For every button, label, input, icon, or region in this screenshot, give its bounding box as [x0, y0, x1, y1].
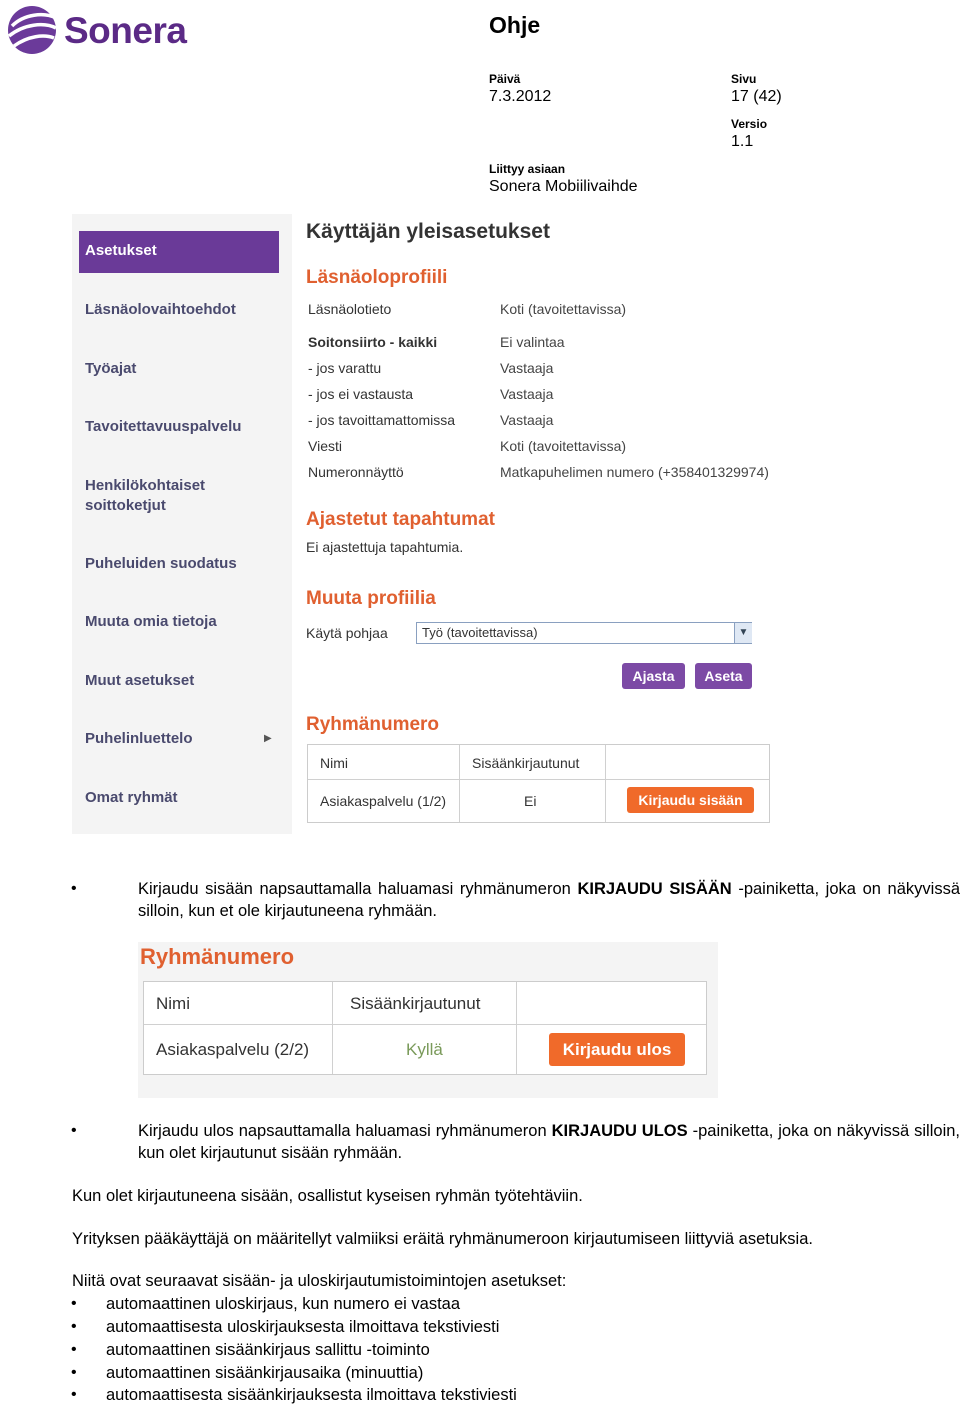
scheduled-events-title: Ajastetut tapahtumat — [306, 509, 495, 530]
column-header-logged-in: Sisäänkirjautunut — [350, 994, 481, 1013]
logout-button[interactable]: Kirjaudu ulos — [549, 1033, 685, 1066]
group-name-cell: Asiakaspalvelu (2/2) — [156, 1040, 310, 1059]
template-select[interactable]: Työ (tavoitettavissa) — [416, 622, 752, 644]
sidebar-item-call-filtering[interactable]: Puheluiden suodatus — [85, 555, 237, 572]
row-label: Läsnäolotieto — [308, 301, 392, 317]
row-value: Vastaaja — [500, 386, 554, 402]
version-label: Versio — [731, 117, 768, 131]
bullet-dot: • — [71, 1295, 77, 1312]
sidebar-item-edit-info[interactable]: Muuta omia tietoja — [85, 613, 217, 630]
page-title: Käyttäjän yleisasetukset — [306, 220, 550, 243]
paragraph: Niitä ovat seuraavat sisään- ja uloskirjautumistoimintojen asetukset: — [72, 1272, 567, 1290]
brand-name: Sonera — [64, 10, 187, 51]
page-label: Sivu — [731, 72, 757, 86]
column-header-name: Nimi — [156, 994, 190, 1013]
row-label: - jos varattu — [308, 360, 382, 376]
table-divider — [605, 745, 606, 822]
date-label: Päivä — [489, 72, 521, 86]
table-divider — [459, 745, 460, 822]
bullet-dot: • — [71, 880, 77, 897]
schedule-button[interactable]: Ajasta — [622, 663, 685, 689]
document-title: Ohje — [489, 12, 541, 38]
presence-profile-title: Läsnäoloprofiili — [306, 267, 448, 288]
group-number-title: Ryhmänumero — [306, 714, 440, 735]
page-value: 17 (42) — [731, 88, 782, 105]
sidebar-item-my-groups[interactable]: Omat ryhmät — [85, 789, 178, 806]
group-name-cell: Asiakaspalvelu (1/2) — [320, 793, 447, 809]
bullet-dot: • — [71, 1364, 77, 1381]
paragraph: Yrityksen pääkäyttäjä on määritellyt valmiiksi eräitä ryhmänumeroon kirjautumiseen liittyviä asetuksia. — [72, 1230, 813, 1248]
related-value: Sonera Mobiilivaihde — [489, 178, 638, 195]
instruction-logout: Kirjaudu ulos napsauttamalla haluamasi ryhmänumeron KIRJAUDU ULOS -painiketta, joka on näkyvissä silloin, kun olet kirjautunut sisään ryhmään. — [138, 1122, 960, 1162]
row-label: Viesti — [308, 438, 342, 454]
table-divider — [516, 982, 517, 1074]
group-logged-cell: Kyllä — [406, 1040, 443, 1059]
sidebar-header[interactable]: Asetukset — [79, 231, 279, 273]
chevron-down-icon[interactable]: ▼ — [734, 623, 752, 643]
row-value: Koti (tavoitettavissa) — [500, 438, 627, 454]
sidebar-item-working-hours[interactable]: Työajat — [85, 360, 137, 377]
chevron-right-icon: ▶ — [264, 733, 272, 744]
bullet-dot: • — [71, 1318, 77, 1335]
set-button[interactable]: Aseta — [695, 663, 752, 689]
instruction-login: Kirjaudu sisään napsauttamalla haluamasi ryhmänumeron KIRJAUDU SISÄÄN -painiketta, joka on näkyvissä silloin, kun et ole kirjautuneena ryhmään. — [138, 880, 960, 920]
version-value: 1.1 — [731, 133, 754, 150]
template-label: Käytä pohjaa — [306, 625, 388, 641]
sidebar-item-other-settings[interactable]: Muut asetukset — [85, 672, 195, 689]
column-header-name: Nimi — [320, 755, 348, 771]
table-divider — [144, 1024, 706, 1025]
sidebar-item-reachability[interactable]: Tavoitettavuuspalvelu — [85, 418, 242, 435]
date-value: 7.3.2012 — [489, 88, 552, 105]
bullet-dot: • — [71, 1386, 77, 1403]
bullet-dot: • — [71, 1341, 77, 1358]
group-logged-cell: Ei — [524, 793, 537, 809]
list-item: automaattisesta sisäänkirjauksesta ilmoittava tekstiviesti — [106, 1386, 517, 1404]
row-label: - jos ei vastausta — [308, 386, 414, 402]
row-value: Vastaaja — [500, 360, 554, 376]
list-item: automaattisesta uloskirjauksesta ilmoittava tekstiviesti — [106, 1318, 500, 1336]
row-value: Vastaaja — [500, 412, 554, 428]
row-value: Koti (tavoitettavissa) — [500, 301, 627, 317]
group-number-title: Ryhmänumero — [140, 944, 295, 969]
list-item: automaattinen uloskirjaus, kun numero ei vastaa — [106, 1295, 461, 1313]
sidebar-item-presence-options[interactable]: Läsnäolovaihtoehdot — [85, 301, 236, 318]
change-profile-title: Muuta profiilia — [306, 588, 436, 609]
column-header-logged-in: Sisäänkirjautunut — [472, 755, 580, 771]
paragraph: Kun olet kirjautuneena sisään, osallistut kyseisen ryhmän työtehtäviin. — [72, 1187, 583, 1205]
list-item: automaattinen sisäänkirjausaika (minuuttia) — [106, 1364, 424, 1382]
row-value: Matkapuhelimen numero (+358401329974) — [500, 464, 769, 480]
login-button[interactable]: Kirjaudu sisään — [627, 787, 754, 813]
row-label: - jos tavoittamattomissa — [308, 412, 456, 428]
sidebar-item-call-chains[interactable]: Henkilökohtaiset soittoketjut — [85, 477, 206, 514]
sonera-logo-icon — [6, 4, 58, 56]
scheduled-events-text: Ei ajastettuja tapahtumia. — [306, 539, 464, 555]
bullet-dot: • — [71, 1122, 77, 1139]
row-value: Ei valintaa — [500, 334, 565, 350]
row-label: Soitonsiirto - kaikki — [308, 334, 438, 350]
list-item: automaattinen sisäänkirjaus sallittu -toiminto — [106, 1341, 430, 1359]
sidebar-item-phonebook[interactable]: Puhelinluettelo — [85, 730, 193, 747]
row-label: Numeronnäyttö — [308, 464, 404, 480]
table-divider — [332, 982, 333, 1074]
related-label: Liittyy asiaan — [489, 162, 566, 176]
table-divider — [308, 779, 769, 780]
